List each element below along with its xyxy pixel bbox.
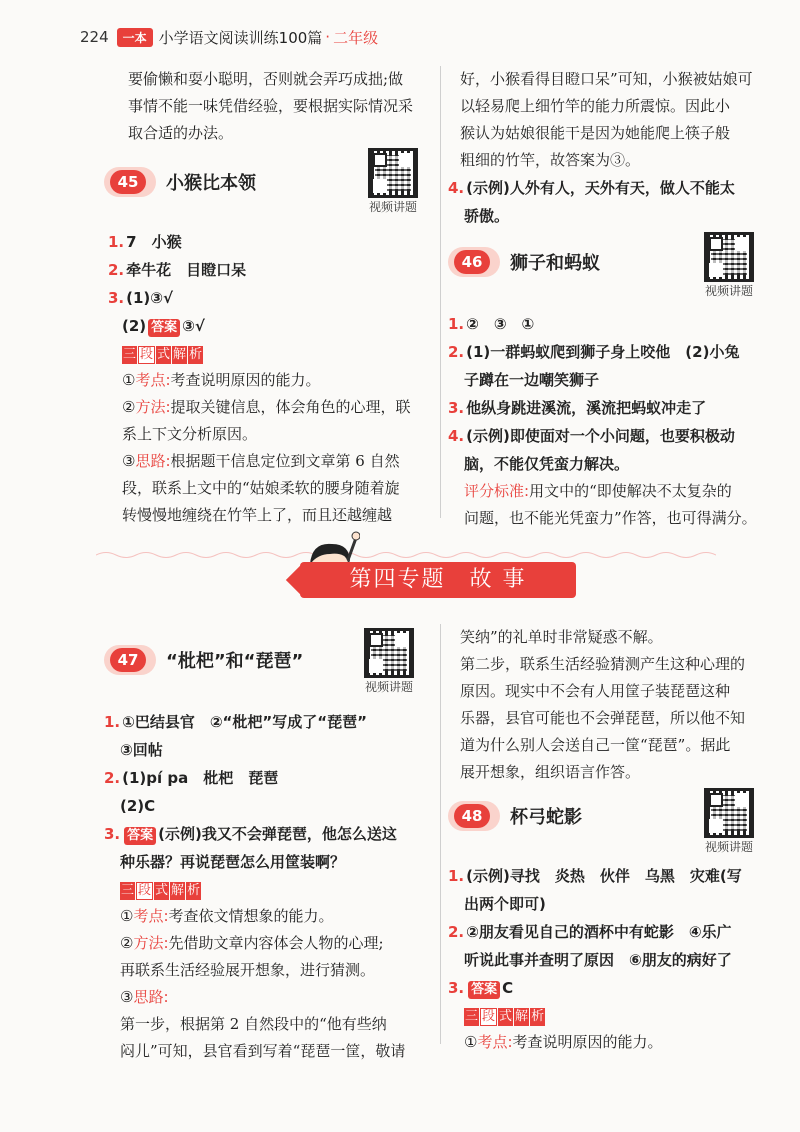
page-header <box>80 24 378 50</box>
analysis-tag: 三 段 式 解 析 <box>123 347 203 362</box>
section-48-answers: 1. (示例)寻找 炎热 伙伴 乌黑 灾难(写 出两个即可) 2. ②朋友看见自己的酒杯中有蛇影 ④乐广 听说此事并查明了原因 ⑥朋友的病好了 3. 答案 C 三 段 式 解 析 ①考点:考查说明原因的能力。 <box>448 867 742 1051</box>
page-number: 224 <box>80 28 109 46</box>
section-title: 杯弓蛇影 <box>510 807 582 828</box>
answer-text: (1)③√ <box>126 289 173 307</box>
answer-badge: 答案 <box>468 981 500 999</box>
qr-code-icon[interactable] <box>704 232 754 282</box>
section-title: 狮子和蚂蚁 <box>510 253 600 274</box>
answer-badge: 答案 <box>148 319 180 337</box>
qr-code-icon[interactable] <box>364 628 414 678</box>
qr-block-45[interactable] <box>368 148 418 215</box>
section-45-heading <box>104 164 256 200</box>
book-title: 小学语文阅读训练100篇 <box>158 28 323 47</box>
section-46-answers: 1. ② ③ ① 2. (1)一群蚂蚁爬到狮子身上咬他 (2)小兔 子蹲在一边嘲笑狮子 3. 他纵身跳进溪流，溪流把蚂蚁冲走了 4. (示例)即使面对一个小问题，也要积极动 脑，不能仅凭蛮力解决。 评分标准:用文中的“即使解决不太复杂的 问题，也不能光凭蛮力”作答，也可得满分。 <box>448 315 757 527</box>
section-48-heading: 48 杯弓蛇影 <box>448 798 582 834</box>
top-left-continuation <box>128 66 428 147</box>
topic-title: 第四专题 故 事 <box>349 567 527 592</box>
section-45-answers: 1. 7 小猴 2. 牵牛花 目瞪口呆 3. (1)③√ (2) 答案 ③√ 三 段 式 解 析 ①考点:考查说明原因的能力。 ②方法:提取关键信息，体会角色的心理，联 系上下文分析原因。 ③思路:根据题干信息定位到文章第 6 自然 段，联系上文中的“姑娘柔软的腰身随着旋 转慢慢地缠绕在竹竿上了，而且还越缠越 <box>108 233 411 524</box>
grade-label: 二年级 <box>333 28 379 47</box>
qr-code-icon[interactable] <box>368 148 418 198</box>
brand-logo: 一本 <box>117 28 153 47</box>
topic-banner <box>300 562 576 598</box>
qr-block-46[interactable]: 视频讲题 <box>704 232 754 299</box>
answer-text: 牵牛花 目瞪口呆 <box>126 261 247 279</box>
answer-text: 7 小猴 <box>126 233 182 251</box>
qr-code-icon[interactable] <box>704 788 754 838</box>
answer-badge: 答案 <box>124 827 156 845</box>
text-line: 取合适的办法。 <box>128 124 234 142</box>
divider-wave <box>96 550 716 560</box>
title-separator: · <box>325 28 331 46</box>
qr-block-47[interactable]: 视频讲题 <box>364 628 414 695</box>
analysis-tag: 三 段 式 解 析 <box>121 883 201 898</box>
mid-right-continuation: 笑纳”的礼单时非常疑惑不解。 第二步，联系生活经验猜测产生这种心理的 原因。现实中不会有人用筐子装琵琶这种 乐器，县官可能也不会弹琵琶，所以他不知 道为什么别人会送自己一筐“琵琶”。据此 展开想象，组织语言作答。 <box>460 628 746 781</box>
column-divider-bottom <box>440 624 441 1044</box>
column-divider-top <box>440 66 441 518</box>
section-title: 小猴比本领 <box>166 173 256 194</box>
section-47-answers: 1. ①巴结县官 ②“枇杷”写成了“琵琶” ③回帖 2. (1)pí pa 枇杷 琵琶 (2)C 3. 答案 (示例)我又不会弹琵琶，他怎么送这 种乐器？再说琵琶怎么用筐装啊？ 三 段 式 解 析 ①考点:考查依文情想象的能力。 ②方法:先借助文章内容体会人物的心理; 再联系生活经验展开想象，进行猜测。 ③思路: 第一步，根据第 2 自然段中的“他有些纳 闷儿”可知，县官看到写着“琵琶一筐，敬请 <box>104 713 406 1060</box>
top-right-continuation: 好，小猴看得目瞪口呆”可知，小猴被姑娘可 以轻易爬上细竹竿的能力所震惊。因此小 猴认为姑娘很能干是因为她能爬上筷子般 粗细的竹竿，故答案为③。 4. (示例)人外有人，天外有天，做人不能太 骄傲。 <box>448 70 753 225</box>
section-47-heading: 47 “枇杷”和“琵琶” <box>104 642 303 678</box>
section-46-heading: 46 狮子和蚂蚁 <box>448 244 600 280</box>
text-line: 事情不能一味凭借经验，要根据实际情况采 <box>128 97 414 115</box>
text-line: 要偷懒和耍小聪明，否则就会弄巧成拙;做 <box>128 70 404 88</box>
section-title: “枇杷”和“琵琶” <box>166 651 304 672</box>
qr-label: 视频讲题 <box>368 200 417 214</box>
qr-block-48[interactable]: 视频讲题 <box>704 788 754 855</box>
analysis-tag: 三 段 式 解 析 <box>465 1009 545 1024</box>
section-number-badge: 45 <box>104 167 156 197</box>
